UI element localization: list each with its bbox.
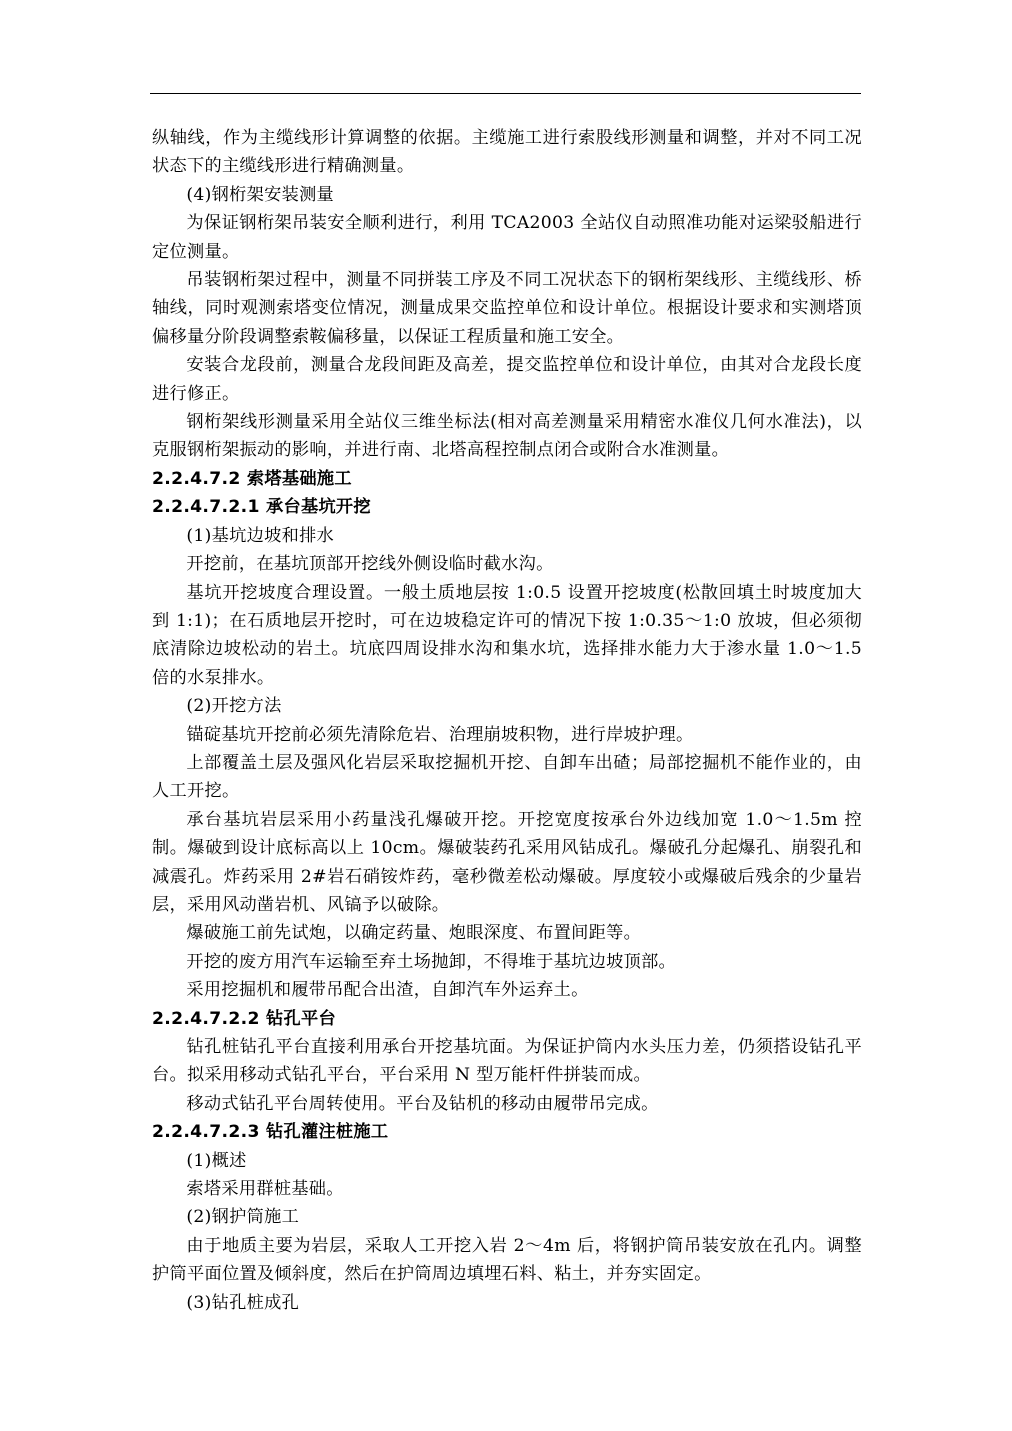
- header-rule: [150, 93, 861, 94]
- paragraph: 上部覆盖土层及强风化岩层采取挖掘机开挖、自卸车出碴；局部挖掘机不能作业的，由人工开挖。: [152, 752, 862, 802]
- paragraph: 钢桁架线形测量采用全站仪三维坐标法(相对高差测量采用精密水准仪几何水准法)，以克服钢桁架振动的影响，并进行南、北塔高程控制点闭合或附合水准测量。: [152, 412, 862, 461]
- paragraph: 采用挖掘机和履带吊配合出渣，自卸汽车外运弃土。: [186, 980, 589, 1001]
- paragraph: (2)钢护筒施工: [186, 1207, 300, 1228]
- paragraph: (4)钢桁架安装测量: [186, 184, 335, 205]
- document-body: [152, 124, 862, 1317]
- paragraph: 索塔采用群桩基础。: [186, 1179, 344, 1200]
- paragraph: 为保证钢桁架吊装安全顺利进行，利用 TCA2003 全站仪自动照准功能对运梁驳船进行定位测量。: [152, 213, 862, 262]
- paragraph: 由于地质主要为岩层，采取人工开挖入岩 2～4m 后，将钢护筒吊装安放在孔内。调整护筒平面位置及倾斜度，然后在护筒周边填埋石料、粘土，并夯实固定。: [152, 1235, 862, 1285]
- section-heading: 2.2.4.7.2.3 钻孔灌注桩施工: [152, 1122, 389, 1143]
- paragraph: 开挖前，在基坑顶部开挖线外侧设临时截水沟。: [186, 554, 554, 575]
- paragraph: (1)基坑边坡和排水: [186, 525, 335, 546]
- section-heading: 2.2.4.7.2 索塔基础施工: [152, 468, 352, 489]
- paragraph: 爆破施工前先试炮，以确定药量、炮眼深度、布置间距等。: [186, 923, 642, 944]
- paragraph: 锚碇基坑开挖前必须先清除危岩、治理崩坡积物，进行岸坡护理。: [186, 724, 694, 745]
- section-heading: 2.2.4.7.2.1 承台基坑开挖: [152, 497, 371, 518]
- paragraph: (1)概述: [186, 1150, 247, 1171]
- paragraph: (2)开挖方法: [186, 696, 282, 717]
- paragraph: 基坑开挖坡度合理设置。一般土质地层按 1:0.5 设置开挖坡度(松散回填土时坡度加大到 1:1)；在石质地层开挖时，可在边坡稳定许可的情况下按 1:0.35～1:0 放坡，但必须彻底清除边坡松动的岩土。坑底四周设排水沟和集水坑，选择排水能力大于渗水量 1.0～1.5 倍的水泵排水。: [152, 582, 862, 688]
- paragraph: (3)钻孔桩成孔: [186, 1292, 300, 1313]
- paragraph: 移动式钻孔平台周转使用。平台及钻机的移动由履带吊完成。: [186, 1093, 659, 1114]
- paragraph: 承台基坑岩层采用小药量浅孔爆破开挖。开挖宽度按承台外边线加宽 1.0～1.5m 控制。爆破到设计底标高以上 10cm。爆破装药孔采用风钻成孔。爆破孔分起爆孔、崩裂孔和减震孔。炸药采用 2#岩石硝铵炸药，毫秒微差松动爆破。厚度较小或爆破后残余的少量岩层，采用风动凿岩机、风镐予以破除。: [152, 809, 862, 915]
- paragraph: 纵轴线，作为主缆线形计算调整的依据。主缆施工进行索股线形测量和调整，并对不同工况状态下的主缆线形进行精确测量。: [152, 128, 862, 177]
- paragraph: 安装合龙段前，测量合龙段间距及高差，提交监控单位和设计单位，由其对合龙段长度进行修正。: [152, 355, 862, 404]
- paragraph: 开挖的废方用汽车运输至弃土场抛卸，不得堆于基坑边坡顶部。: [186, 951, 677, 972]
- paragraph: 钻孔桩钻孔平台直接利用承台开挖基坑面。为保证护筒内水头压力差，仍须搭设钻孔平台。拟采用移动式钻孔平台，平台采用 N 型万能杆件拼装而成。: [152, 1037, 862, 1086]
- section-heading: 2.2.4.7.2.2 钻孔平台: [152, 1008, 336, 1029]
- paragraph: 吊装钢桁架过程中，测量不同拼装工序及不同工况状态下的钢桁架线形、主缆线形、桥轴线，同时观测索塔变位情况，测量成果交监控单位和设计单位。根据设计要求和实测塔顶偏移量分阶段调整索鞍偏移量，以保证工程质量和施工安全。: [152, 270, 862, 347]
